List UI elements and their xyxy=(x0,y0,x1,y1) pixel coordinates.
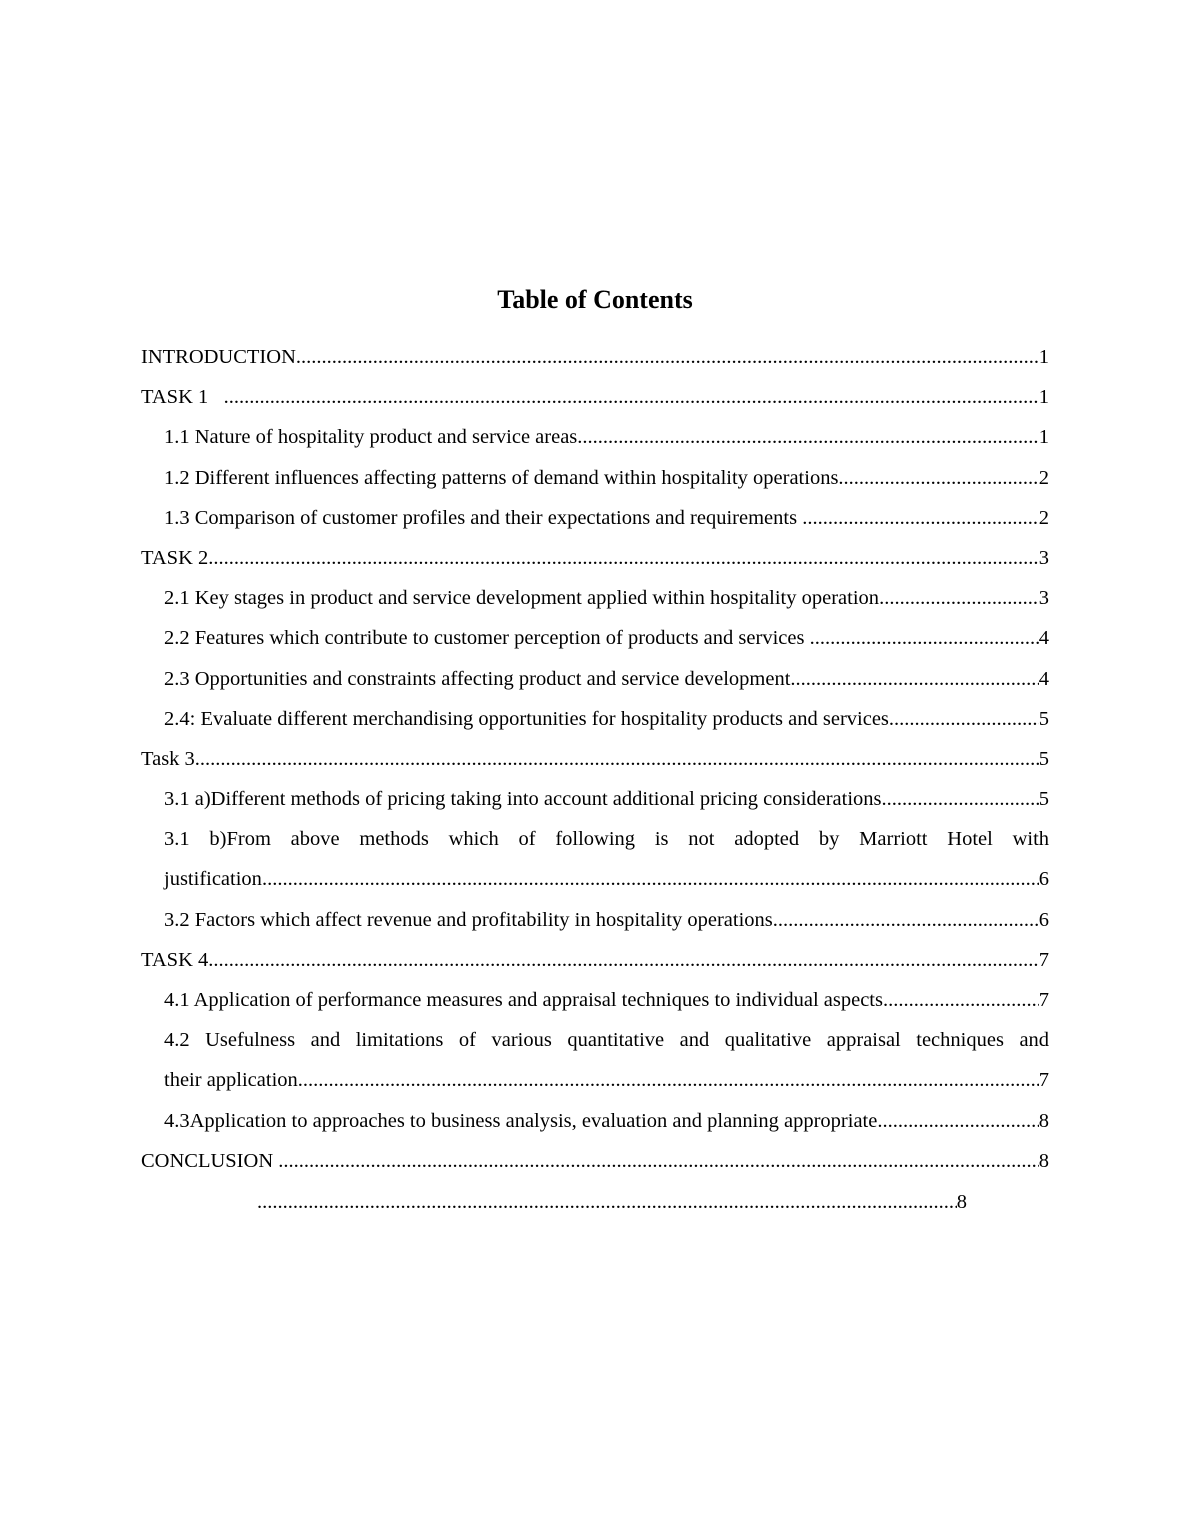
dot-leader xyxy=(802,498,1039,538)
toc-page-number: 1 xyxy=(1038,426,1049,449)
word: above xyxy=(290,828,340,851)
dot-leader xyxy=(882,779,1039,819)
dot-leader xyxy=(278,1141,1039,1181)
toc-entry-3-1b-line-2[interactable] xyxy=(141,859,1049,899)
dot-leader xyxy=(879,578,1039,618)
dot-leader xyxy=(810,618,1039,658)
dot-leader xyxy=(195,739,1039,779)
toc-page-number: 7 xyxy=(1038,989,1049,1011)
toc-entry-task-2[interactable] xyxy=(141,538,1049,578)
dot-leader xyxy=(224,377,1039,417)
dot-leader xyxy=(790,659,1038,699)
word: various xyxy=(491,1029,552,1052)
toc-page-number: 7 xyxy=(1038,1069,1049,1092)
dot-leader xyxy=(208,940,1038,980)
toc-entry-1-3[interactable] xyxy=(141,498,1049,538)
word: methods xyxy=(359,828,429,851)
toc-entry-1-2[interactable] xyxy=(141,458,1049,498)
word: techniques xyxy=(916,1029,1004,1052)
word: which xyxy=(448,828,499,851)
toc-page-number: 2 xyxy=(1038,466,1049,489)
toc-page-number: 5 xyxy=(1038,707,1049,730)
toc-entry-4-2-line-1[interactable] xyxy=(141,1020,1049,1060)
dot-leader xyxy=(889,699,1039,739)
toc-page-number: 5 xyxy=(1038,747,1049,770)
word: with xyxy=(1012,828,1049,851)
dot-leader xyxy=(877,1101,1038,1141)
toc-title: Table of Contents xyxy=(497,285,693,314)
word: b)From xyxy=(209,828,271,851)
toc-entry-label: Task 3 xyxy=(141,747,195,770)
toc-page-number: 8 xyxy=(956,1191,967,1213)
word: by xyxy=(818,828,840,851)
toc-entry-2-4[interactable] xyxy=(141,699,1049,739)
toc-entry-label: 4.1 Application of performance measures and appraisal techniques to individual aspects xyxy=(164,989,883,1011)
toc-entry-conclusion[interactable] xyxy=(141,1141,1049,1181)
toc-page-number: 1 xyxy=(1038,346,1049,368)
dot-leader xyxy=(262,859,1039,899)
toc-page-number: 4 xyxy=(1038,627,1049,650)
dot-leader xyxy=(883,980,1039,1020)
toc-entry-2-1[interactable] xyxy=(141,578,1049,618)
toc-entry-3-1b-line-1[interactable] xyxy=(141,819,1049,859)
toc-entry-label: 3.1 a)Different methods of pricing taking into account additional pricing considerations xyxy=(164,788,882,811)
toc-entry-label: 2.1 Key stages in product and service development applied within hospitality operation xyxy=(164,587,880,610)
toc-entry-label: 3.2 Factors which affect revenue and profitability in hospitality operations xyxy=(164,908,773,931)
word: not xyxy=(688,828,715,851)
toc-page-number: 3 xyxy=(1038,587,1049,610)
toc-entry-task-1[interactable] xyxy=(141,377,1049,417)
toc-entry-1-1[interactable] xyxy=(141,417,1049,457)
toc-entry-label: 1.3 Comparison of customer profiles and their expectations and requirements xyxy=(164,506,803,529)
word: of xyxy=(518,828,536,851)
toc-entry-4-2-line-2[interactable] xyxy=(141,1060,1049,1100)
toc-entry-4-1[interactable] xyxy=(141,980,1049,1020)
toc-entry-label: INTRODUCTION xyxy=(141,346,296,368)
toc-entry-task-4[interactable] xyxy=(141,940,1049,980)
dot-leader xyxy=(298,1060,1039,1100)
toc-page-number: 7 xyxy=(1038,948,1049,971)
toc-entry-2-3[interactable] xyxy=(141,659,1049,699)
word: following xyxy=(555,828,636,851)
toc-entry-label: CONCLUSION xyxy=(141,1149,279,1172)
word: is xyxy=(654,828,669,851)
toc-page-number: 5 xyxy=(1038,788,1049,811)
toc-entry-label: 1.2 Different influences affecting patterns of demand within hospitality operations xyxy=(164,466,839,489)
toc-entry-label: 2.4: Evaluate different merchandising opportunities for hospitality products and services xyxy=(164,707,889,730)
word: 4.2 xyxy=(164,1029,190,1052)
dot-leader xyxy=(577,417,1038,457)
word: appraisal xyxy=(826,1029,901,1052)
dot-leader xyxy=(296,337,1039,377)
dot-leader xyxy=(773,900,1039,940)
dot-leader xyxy=(838,458,1038,498)
toc-entry-3-2[interactable] xyxy=(141,900,1049,940)
toc-page-number: 8 xyxy=(1038,1149,1049,1172)
toc-page-number: 6 xyxy=(1038,868,1049,891)
toc-entry-label: 1.1 Nature of hospitality product and service areas xyxy=(164,426,578,449)
toc-page-number: 1 xyxy=(1038,386,1049,409)
toc-page-number: 6 xyxy=(1038,908,1049,931)
toc-entry-label: justification xyxy=(164,868,262,891)
dot-leader xyxy=(257,1182,957,1222)
toc-page-number: 4 xyxy=(1038,667,1049,690)
dot-leader xyxy=(208,538,1038,578)
table-of-contents xyxy=(141,337,1049,1181)
toc-entry-label: TASK 4 xyxy=(141,948,209,971)
toc-entry-4-3[interactable] xyxy=(141,1101,1049,1141)
toc-page-number: 3 xyxy=(1038,546,1049,569)
toc-entry-label: 2.3 Opportunities and constraints affecting product and service development xyxy=(164,667,791,690)
toc-entry-label: their application xyxy=(164,1069,298,1092)
word: limitations xyxy=(355,1029,444,1052)
word: Hotel xyxy=(947,828,993,851)
word: qualitative xyxy=(724,1029,812,1052)
toc-entry-3-1a[interactable] xyxy=(141,779,1049,819)
word: and xyxy=(310,1029,341,1052)
word: of xyxy=(458,1029,476,1052)
toc-entry-introduction[interactable] xyxy=(141,337,1049,377)
toc-entry-task-3[interactable] xyxy=(141,739,1049,779)
word: Marriott xyxy=(859,828,928,851)
word: and xyxy=(1019,1029,1049,1052)
word: and xyxy=(679,1029,710,1052)
word: quantitative xyxy=(567,1029,665,1052)
toc-entry-untitled[interactable] xyxy=(257,1182,967,1222)
toc-entry-label: 2.2 Features which contribute to customer perception of products and services xyxy=(164,627,810,650)
toc-page-number: 8 xyxy=(1038,1109,1049,1132)
toc-entry-label: 4.3Application to approaches to business analysis, evaluation and planning appropriate xyxy=(164,1109,878,1132)
word: adopted xyxy=(734,828,800,851)
word: Usefulness xyxy=(205,1029,296,1052)
toc-entry-label: TASK 2 xyxy=(141,546,209,569)
word: 3.1 xyxy=(164,828,190,851)
toc-entry-label: TASK 1 xyxy=(141,386,224,409)
toc-page-number: 2 xyxy=(1038,506,1049,529)
toc-entry-2-2[interactable] xyxy=(141,618,1049,658)
